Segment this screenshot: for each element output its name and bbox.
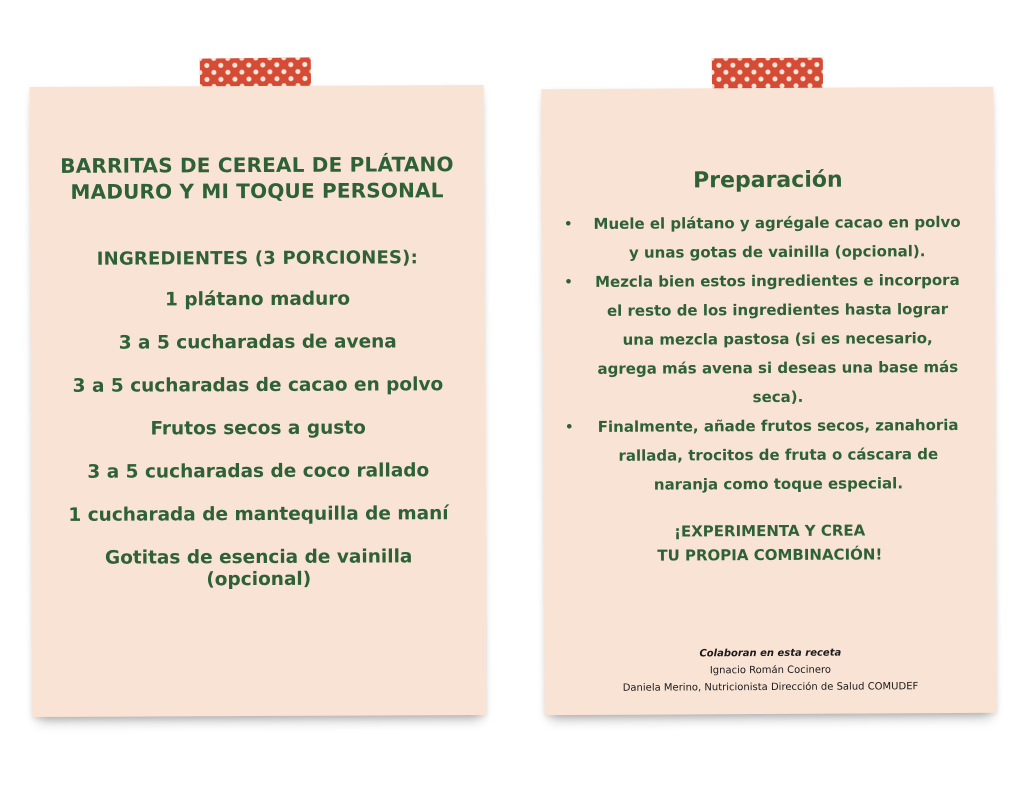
credits-lead: Colaboran en esta receta [699, 647, 842, 660]
step-line: una mezcla pastosa (si es necesario, [622, 329, 933, 349]
preparation-heading: Preparación [692, 167, 843, 194]
cta-line-1: ¡EXPERIMENTA Y CREA [674, 521, 866, 541]
credits-line: Ignacio Román Cocinero [709, 664, 832, 677]
ingredients-list [41, 288, 476, 592]
preparation-card [541, 87, 996, 715]
ingredient-item: Frutos secos a gusto [150, 417, 366, 440]
recipe-title-line-1: BARRITAS DE CEREAL DE PLÁTANO [60, 152, 454, 178]
step-line: seca). [752, 387, 804, 407]
recipe-title-line-2: MADURO Y MI TOQUE PERSONAL [70, 178, 444, 204]
step-item [560, 266, 973, 413]
step-line: Mezcla bien estos ingredientes e incorpora [595, 271, 960, 291]
ingredient-item [42, 546, 476, 592]
preparation-steps [560, 208, 974, 500]
step-line: agrega más avena si deseas una base más [597, 358, 959, 378]
recipe-title [30, 151, 484, 205]
bullet-icon: • [565, 420, 574, 436]
ingredient-item: 1 cucharada de mantequilla de maní [68, 503, 449, 526]
ingredients-heading: INGREDIENTES (3 PORCIONES): [96, 247, 419, 270]
step-line: rallada, trocitos de fruta o cáscara de [618, 445, 939, 465]
step-line: Muele el plátano y agrégale cacao en polvo [593, 212, 961, 233]
step-line: y unas gotas de vainilla (opcional). [628, 242, 926, 262]
step-line: naranja como toque especial. [653, 474, 904, 494]
call-to-action [544, 518, 996, 568]
step-line: el resto de los ingredientes hasta lograr [606, 300, 949, 320]
credits-line: Daniela Merino, Nutricionista Dirección de Salud COMUDEF [622, 681, 919, 694]
ingredient-item-line-1: Gotitas de esencia de vainilla [104, 546, 413, 569]
step-item [561, 411, 973, 500]
bullet-icon: • [564, 275, 573, 291]
credits [544, 644, 996, 697]
ingredients-card [30, 85, 487, 717]
ingredient-item: 3 a 5 cucharadas de cacao en polvo [72, 374, 444, 397]
bullet-icon: • [564, 217, 573, 233]
step-line: Finalmente, añade frutos secos, zanahoria [597, 416, 959, 436]
ingredient-item-line-2: (opcional) [206, 568, 312, 591]
cta-line-2: TU PROPIA COMBINACIÓN! [657, 545, 883, 565]
ingredient-item: 1 plátano maduro [164, 288, 351, 311]
ingredient-item: 3 a 5 cucharadas de coco rallado [87, 460, 430, 483]
step-item [560, 208, 972, 268]
ingredient-item: 3 a 5 cucharadas de avena [118, 331, 397, 354]
